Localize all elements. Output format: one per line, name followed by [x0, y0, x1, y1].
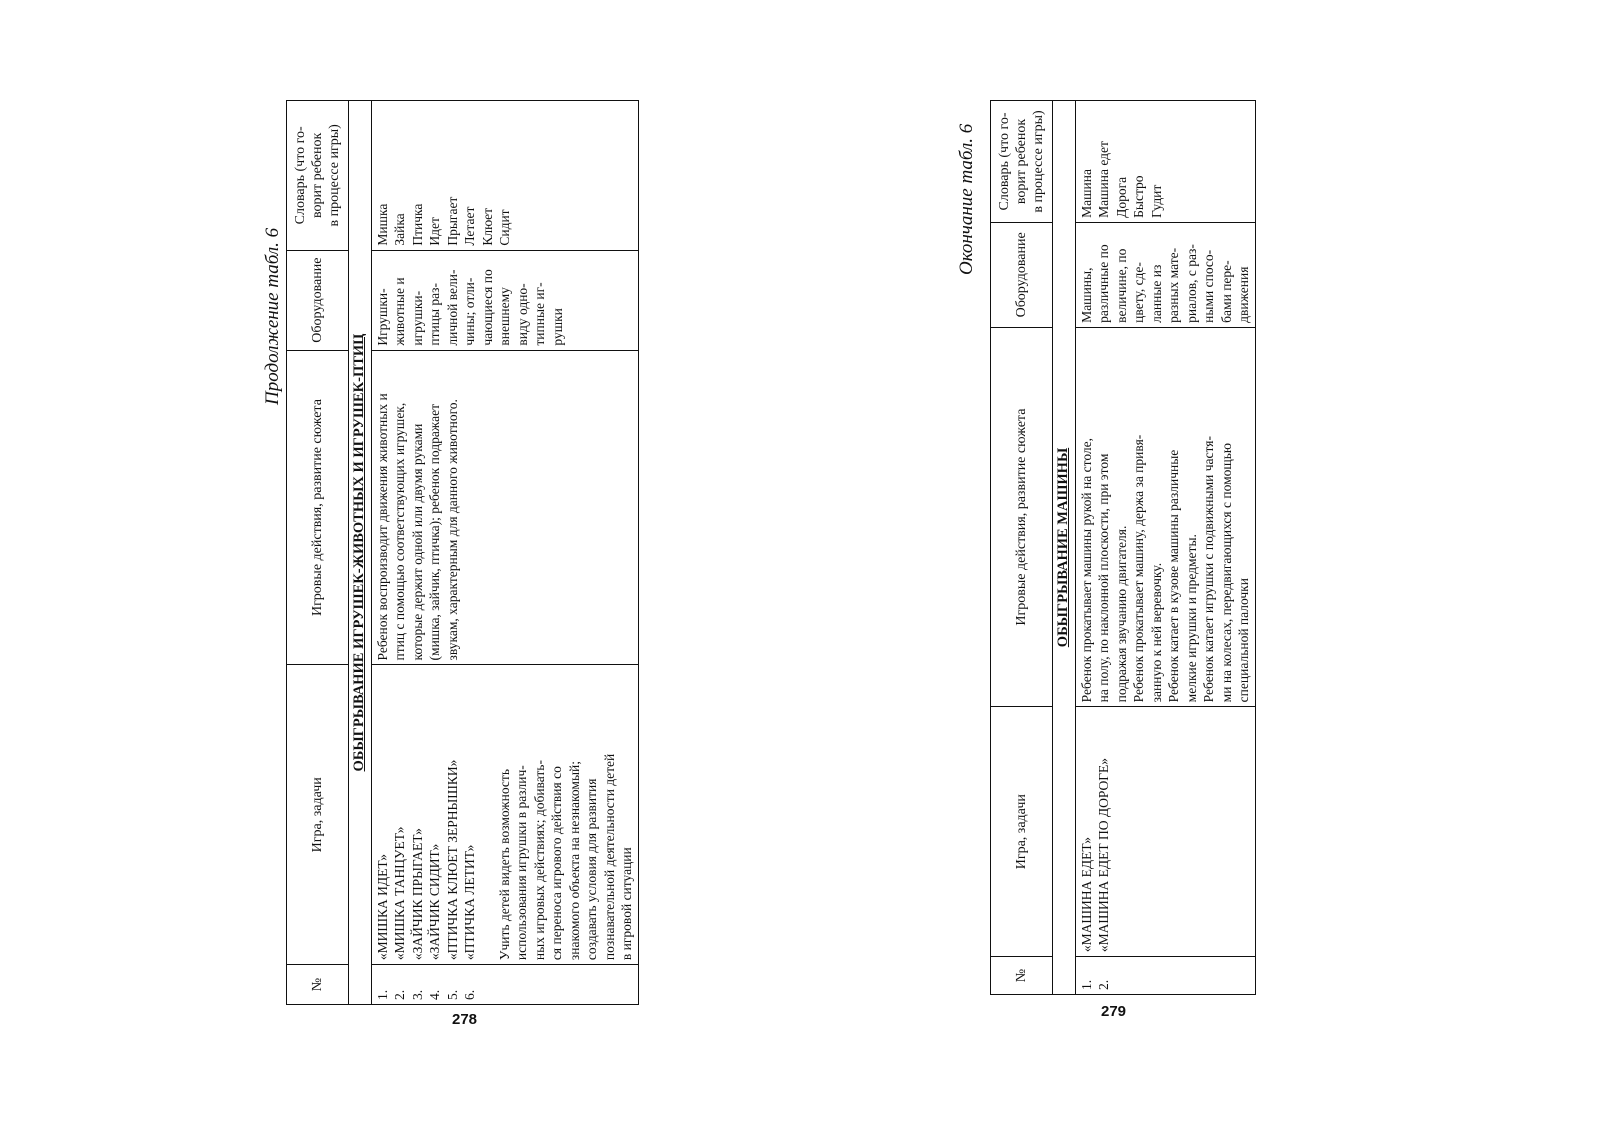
left-header-equipment: Оборудование: [287, 250, 349, 350]
right-equipment-line: величине, по: [1113, 248, 1129, 323]
left-actions-line: которые держит одной или двумя руками: [409, 423, 425, 661]
right-vocab-word: Машина: [1078, 169, 1094, 218]
right-rotated-table-block: [956, 95, 1266, 995]
left-equipment-line: птицы раз-: [427, 283, 442, 346]
right-equipment-line: ланные из: [1148, 264, 1164, 323]
right-num: 1.: [1078, 979, 1094, 990]
left-game-title: «ПТИЧКА ЛЕТИТ»: [462, 844, 477, 961]
left-equipment-cell: [371, 250, 638, 350]
right-actions-line: Ребенок катает игрушки с подвижными частя-: [1201, 436, 1216, 703]
right-actions-line: специальной палочки: [1236, 578, 1251, 703]
left-section-title: ОБЫГРЫВАНИЕ ИГРУШЕК-ЖИВОТНЫХ И ИГРУШЕК-ПТИЦ: [349, 101, 372, 1005]
left-vocab-word: Прыгает: [444, 196, 460, 246]
left-header-vocab: [287, 101, 349, 251]
left-header-vocab-line: Словарь (что го-: [293, 126, 308, 225]
left-goal-line: в игровой ситуации: [619, 847, 634, 961]
left-vocab-word: Летает: [462, 206, 477, 246]
right-actions-line: мелкие игрушки и предметы.: [1183, 534, 1199, 703]
right-equipment-line: разных мате-: [1166, 247, 1181, 323]
left-header-num: №: [287, 965, 349, 1005]
left-goal-line: создавать условия для развития: [584, 778, 599, 961]
left-section-row: [349, 101, 372, 1005]
left-game-title: «ЗАЙЧИК ПРЫГАЕТ»: [409, 828, 425, 961]
right-actions-line: Ребенок прокатывает машину, держа за привя-: [1131, 434, 1146, 703]
right-header-equipment: Оборудование: [991, 222, 1053, 327]
left-goal-line: знакомого объекта на незнакомый;: [566, 760, 582, 961]
left-goal-line: Учить детей видеть возможность: [496, 769, 512, 961]
right-table: [990, 100, 1256, 995]
right-actions-line: занную к ней веревочку.: [1148, 562, 1164, 703]
left-actions-cell: [371, 350, 638, 665]
left-equipment-line: внешнему: [497, 287, 512, 346]
left-header-vocab-line: ворит ребенок: [310, 132, 325, 218]
left-equipment-line: рушки: [549, 308, 565, 346]
right-header-vocab-line: Словарь (что го-: [997, 112, 1012, 211]
left-equipment-line: виду одно-: [514, 283, 530, 346]
left-vocab-word: Сидит: [497, 209, 512, 246]
right-vocab-cell: [1075, 101, 1255, 223]
right-game-title: «МАШИНА ЕДЕТ ПО ДОРОГЕ»: [1096, 757, 1111, 953]
right-actions-line: на полу, по наклонной плоскости, при этом: [1096, 453, 1111, 703]
left-actions-line: звукам, характерным для данного животного.: [444, 399, 460, 661]
left-body-row: [371, 101, 638, 1005]
left-header-row: [287, 101, 349, 1005]
right-equipment-line: движения: [1236, 266, 1251, 323]
right-equipment-line: ными спосо-: [1201, 249, 1216, 323]
left-game-title: «ПТИЧКА КЛЮЕТ ЗЕРНЫШКИ»: [444, 759, 460, 961]
left-vocab-word: Зайка: [392, 213, 407, 246]
left-actions-line: птиц с помощью соответствующих игрушек,: [392, 402, 407, 661]
right-vocab-word: Гудит: [1148, 184, 1164, 218]
left-header-game: Игра, задачи: [287, 665, 349, 965]
left-vocab-word: Мишка: [374, 203, 390, 246]
right-actions-line: подражая звучанию двигателя.: [1113, 525, 1129, 703]
left-equipment-line: типные иг-: [532, 282, 547, 346]
right-equipment-cell: [1075, 222, 1255, 327]
right-equipment-line: риалов, с раз-: [1183, 244, 1199, 323]
right-section-row: [1053, 101, 1076, 995]
left-num: 2.: [392, 989, 407, 1000]
left-goal-line: ных игровых действиях; добивать-: [531, 760, 547, 961]
left-header-actions: Игровые действия, развитие сюжета: [287, 350, 349, 665]
left-equipment-line: игрушки-: [409, 290, 425, 346]
right-num: 2.: [1096, 979, 1111, 990]
left-actions-line: (мишка, зайчик, птичка); ребенок подражает: [427, 403, 442, 661]
left-vocab-word: Клюет: [479, 207, 495, 246]
right-equipment-line: Машины,: [1078, 267, 1094, 323]
left-vocab-word: Птичка: [409, 203, 425, 246]
right-equipment-line: бами пере-: [1218, 260, 1234, 323]
left-header-vocab-line: в процессе игры): [327, 124, 342, 227]
left-game-title: «ЗАЙЧИК СИДИТ»: [427, 843, 442, 961]
left-game-gap: [479, 669, 496, 960]
right-actions-line: Ребенок катает в кузове машины различные: [1166, 449, 1181, 703]
left-equipment-line: чины; отли-: [462, 277, 477, 346]
left-table: [286, 100, 639, 1005]
left-equipment-line: личной вели-: [444, 269, 460, 346]
right-header-vocab: [991, 101, 1053, 223]
left-table-caption: Продолжение табл. 6: [262, 227, 283, 405]
right-page: [800, 0, 1601, 1132]
right-actions-cell: [1075, 327, 1255, 707]
right-body-row: [1075, 101, 1255, 995]
left-goal-line: использования игрушки в различ-: [514, 765, 529, 961]
right-header-game: Игра, задачи: [991, 707, 1053, 957]
left-page-number: 278: [452, 1011, 478, 1028]
left-vocab-word: Идет: [427, 217, 442, 246]
left-game-title: «МИШКА ТАНЦУЕТ»: [392, 826, 407, 961]
right-game-cell: [1075, 707, 1255, 957]
right-equipment-line: различные по: [1096, 244, 1111, 323]
left-actions-line: Ребенок воспроизводит движения животных и: [374, 393, 390, 661]
right-game-title: «МАШИНА ЕДЕТ»: [1078, 836, 1094, 953]
right-vocab-word: Машина едет: [1096, 141, 1111, 218]
right-header-row: [991, 101, 1053, 995]
left-game-cell: [371, 665, 638, 965]
left-num: 3.: [409, 989, 425, 1000]
right-num-cell: [1075, 957, 1255, 995]
right-section-title: ОБЫГРЫВАНИЕ МАШИНЫ: [1053, 101, 1076, 995]
left-num: 4.: [427, 989, 442, 1000]
left-goal-line: познавательной деятельности детей: [601, 753, 617, 961]
right-header-num: №: [991, 957, 1053, 995]
left-goal-line: ся переноса игрового действия со: [549, 766, 564, 961]
left-page: [0, 0, 800, 1132]
left-num: 6.: [462, 989, 477, 1000]
left-equipment-line: Игрушки-: [374, 288, 390, 346]
right-header-vocab-line: в процессе игры): [1031, 110, 1046, 213]
left-equipment-line: животные и: [392, 277, 407, 346]
right-equipment-line: цвету, сде-: [1131, 262, 1146, 323]
left-num: 5.: [444, 989, 460, 1000]
left-game-title: «МИШКА ИДЕТ»: [374, 853, 390, 961]
right-header-vocab-line: ворит ребенок: [1014, 118, 1029, 205]
left-equipment-line: чающиеся по: [479, 269, 495, 346]
left-vocab-cell: [371, 101, 638, 251]
left-rotated-table-block: [262, 100, 672, 1005]
right-vocab-word: Быстро: [1131, 175, 1146, 218]
right-header-actions: Игровые действия, развитие сюжета: [991, 327, 1053, 707]
right-vocab-word: Дорога: [1113, 176, 1129, 218]
right-table-caption: Окончание табл. 6: [956, 123, 977, 275]
right-actions-line: Ребенок прокатывает машины рукой на столе,: [1078, 437, 1094, 703]
right-page-number: 279: [1101, 1003, 1127, 1020]
left-num-cell: [371, 965, 638, 1005]
left-num: 1.: [374, 989, 390, 1000]
right-actions-line: ми на колесах, передвигающихся с помощью: [1218, 442, 1234, 703]
